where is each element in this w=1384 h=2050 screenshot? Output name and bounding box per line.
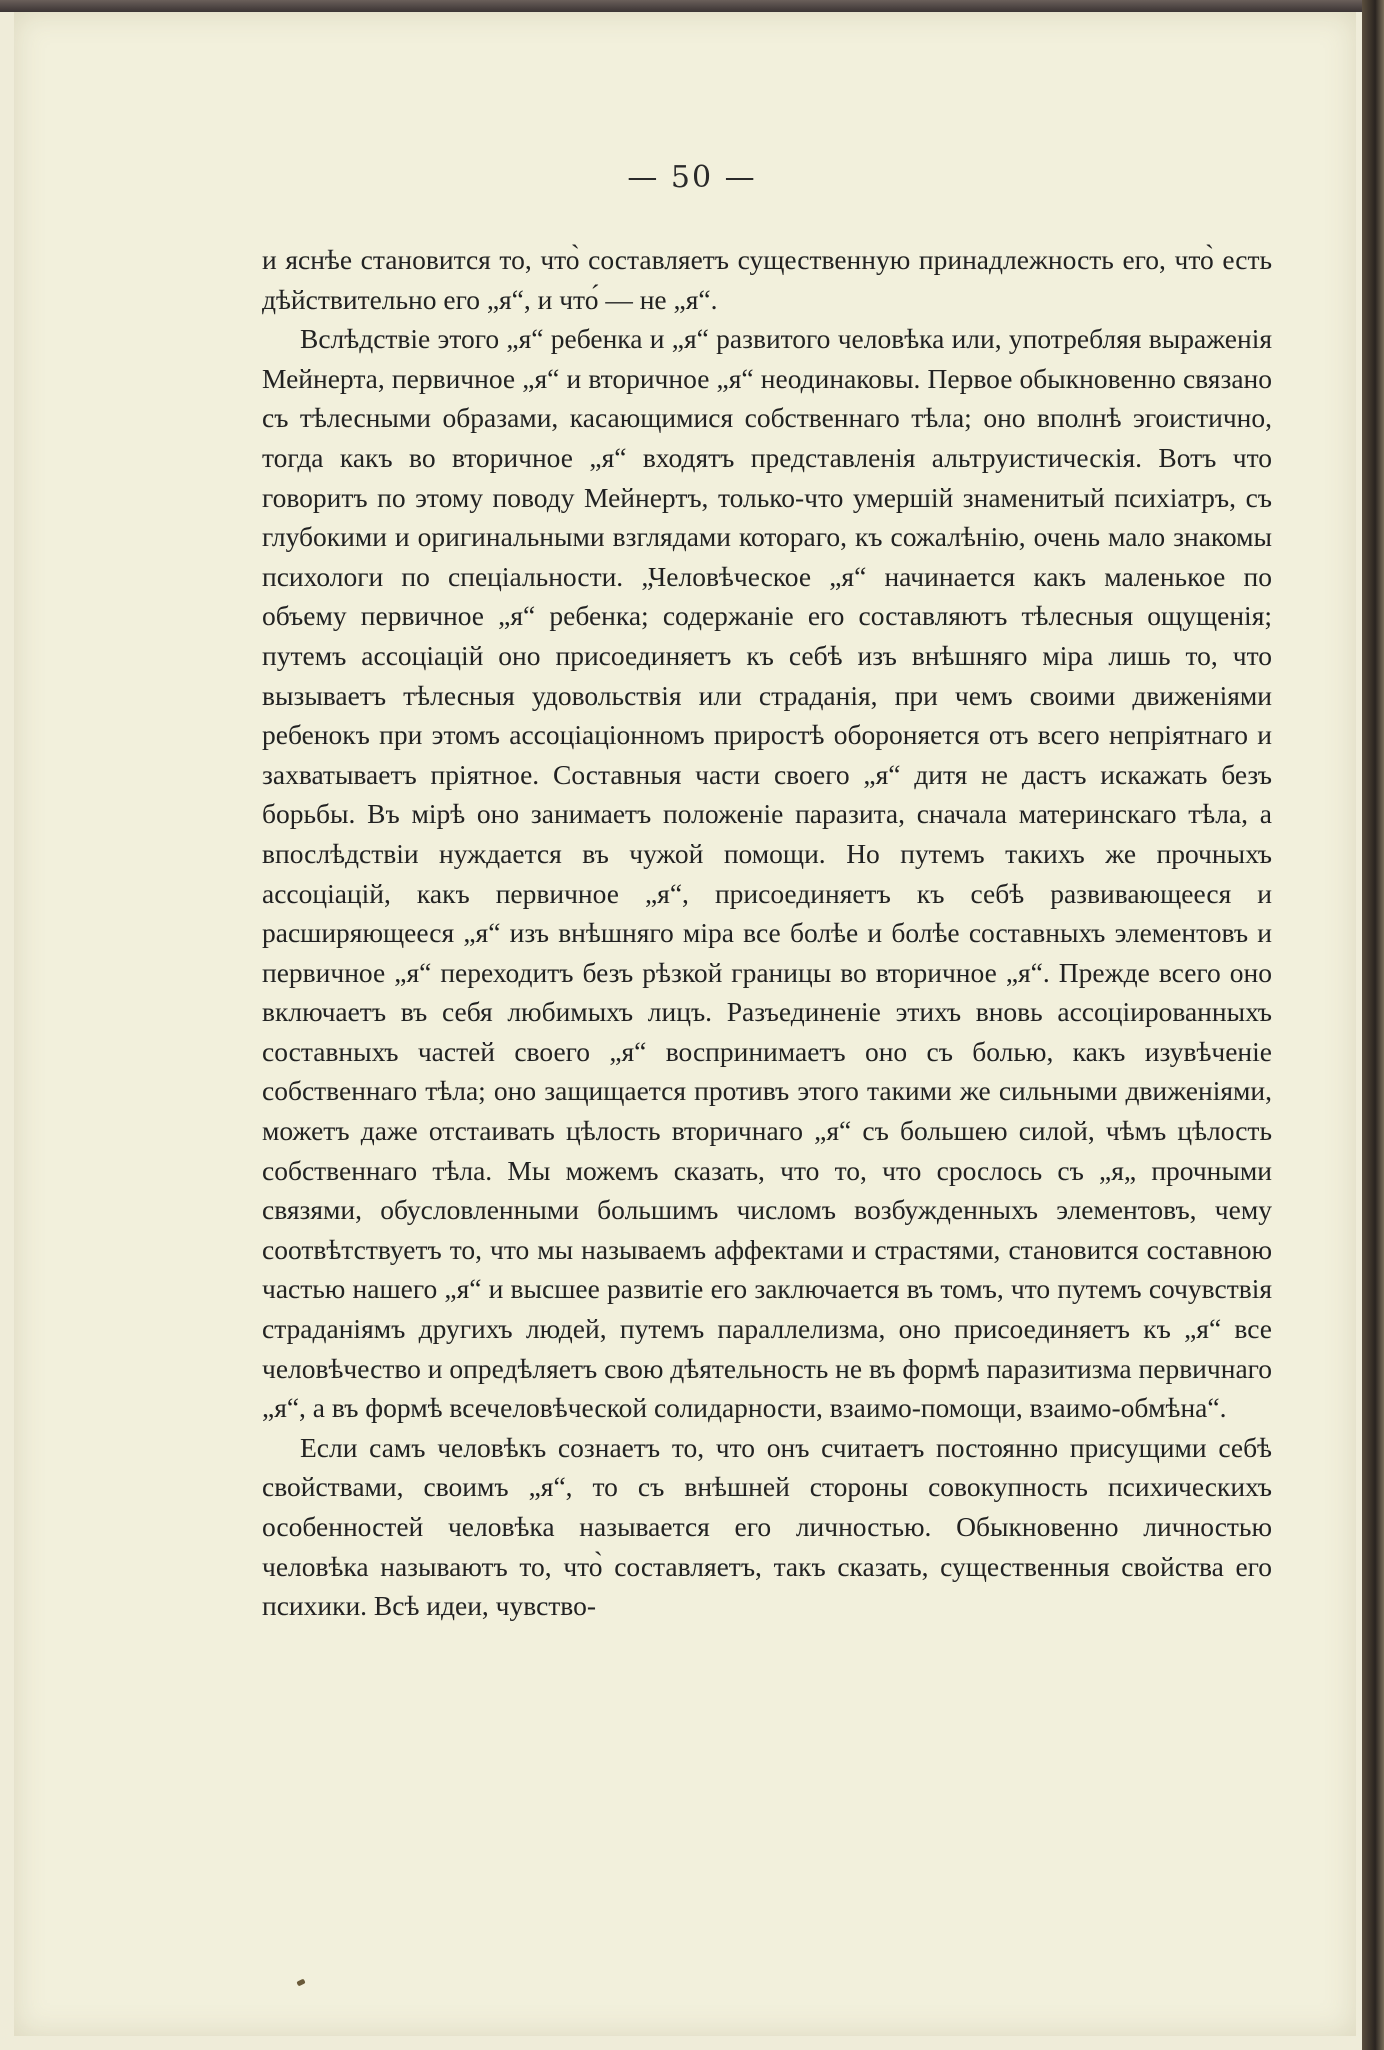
paragraph-1: и яснѣе становится то, что̀ составляетъ существенную принадлежность его, что̀ есть дѣйствительно его „я“, и что́ — не „я“. [262, 244, 1272, 315]
body-text [262, 240, 1272, 1626]
paragraph-2: Вслѣдствіе этого „я“ ребенка и „я“ развитого человѣка или, употребляя выраженія Мейнерта, первичное „я“ и вторичное „я“ неодинаковы. Первое обыкновенно связано съ тѣлесными образами, касающимися собственнаго тѣла; оно вполнѣ эгоистично, тогда какъ во вторичное „я“ входятъ представленія альтруистическія. Вотъ что говоритъ по этому поводу Мейнертъ, только-что умершій знаменитый психіатръ, съ глубокими и оригинальными взглядами котораго, къ сожалѣнію, очень мало знакомы психологи по спеціальности. „Человѣческое „я“ начинается какъ маленькое по объему первичное „я“ ребенка; содержаніе его составляютъ тѣлесныя ощущенія; путемъ ассоціацій оно присоединяетъ къ себѣ изъ внѣшняго міра лишь то, что вызываетъ тѣлесныя удовольствія или страданія, при чемъ своими движеніями ребенокъ при этомъ ассоціаціонномъ приростѣ обороняется отъ всего непріятнаго и захватываетъ пріятное. Составныя части своего „я“ дитя не дастъ искажать безъ борьбы. Въ мірѣ оно занимаетъ положеніе паразита, сначала материнскаго тѣла, а впослѣдствіи нуждается въ чужой помощи. Но путемъ такихъ же прочныхъ ассоціацій, какъ первичное „я“, присоединяетъ къ себѣ развивающееся и расширяющееся „я“ изъ внѣшняго міра все болѣе и болѣе составныхъ элементовъ и первичное „я“ переходитъ безъ рѣзкой границы во вторичное „я“. Прежде всего оно включаетъ въ себя любимыхъ лицъ. Разъединеніе этихъ вновь ассоціированныхъ составныхъ частей своего „я“ воспринимаетъ оно съ болью, какъ изувѣченіе собственнаго тѣла; оно защищается противъ этого такими же сильными движеніями, можетъ даже отстаивать цѣлость вторичнаго „я“ съ большею силой, чѣмъ цѣлость собственнаго тѣла. Мы можемъ сказать, что то, что срослось съ „я„ прочными связями, обусловленными большимъ числомъ возбужденныхъ элементовъ, чему соотвѣтствуетъ то, что мы называемъ аффектами и страстями, становится составною частью нашего „я“ и высшее развитіе его заключается въ томъ, что путемъ сочувствія страданіямъ другихъ людей, путемъ параллелизма, оно присоединяетъ къ „я“ все человѣчество и опредѣляетъ свою дѣятельность не въ формѣ паразитизма первичнаго „я“, а въ формѣ всечеловѣческой солидарности, взаимо-помощи, взаимо-обмѣна“. [262, 323, 1272, 1424]
book-spine-edge [1362, 0, 1384, 2050]
paragraph-3: Если самъ человѣкъ сознаетъ то, что онъ считаетъ постоянно присущими себѣ свойствами, своимъ „я“, то съ внѣшней стороны совокупность психическихъ особенностей человѣка называется его личностью. Обыкновенно личностью человѣка называютъ то, что̀ составляетъ, такъ сказать, существенныя свойства его психики. Всѣ идеи, чувство- [262, 1431, 1272, 1622]
page-number: — 50 — [627, 160, 757, 195]
book-top-edge [0, 0, 1384, 12]
